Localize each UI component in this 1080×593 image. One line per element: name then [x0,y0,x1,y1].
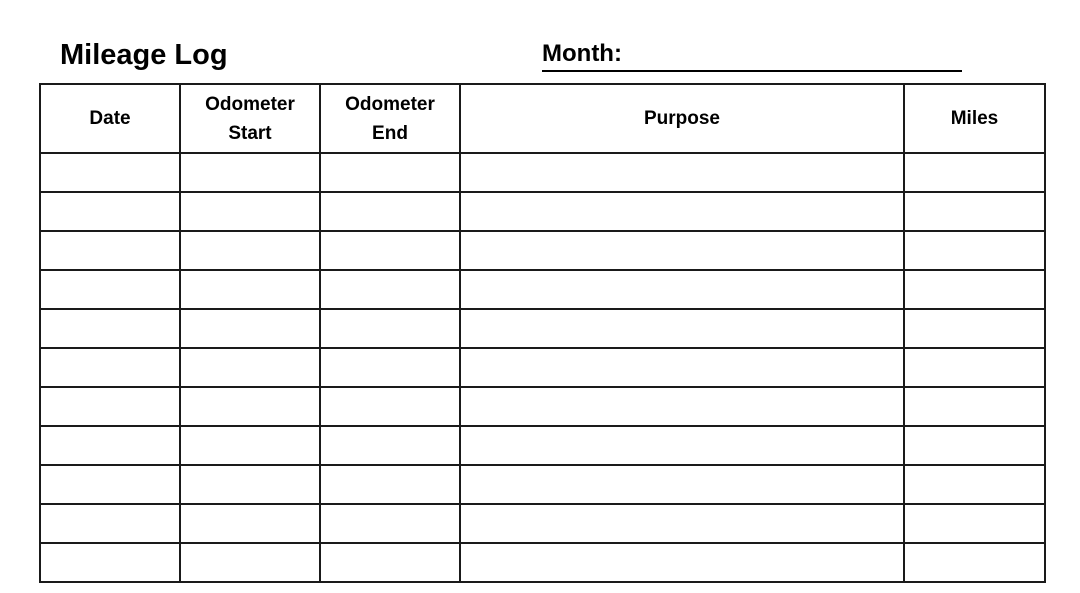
odometer-end-cell[interactable] [320,270,460,309]
odometer-start-cell[interactable] [180,504,320,543]
column-header-purpose [460,84,904,153]
purpose-cell[interactable] [460,153,904,192]
column-header-label: Odometer [345,93,435,115]
column-header-odometer-end [320,84,460,153]
miles-cell[interactable] [904,543,1045,582]
date-cell[interactable] [40,309,180,348]
miles-cell[interactable] [904,153,1045,192]
purpose-cell[interactable] [460,504,904,543]
odometer-end-cell[interactable] [320,504,460,543]
table-row [40,192,1045,231]
table-row [40,387,1045,426]
odometer-start-cell[interactable] [180,426,320,465]
date-cell[interactable] [40,543,180,582]
date-cell[interactable] [40,231,180,270]
odometer-end-cell[interactable] [320,309,460,348]
odometer-end-cell[interactable] [320,426,460,465]
miles-cell[interactable] [904,192,1045,231]
miles-cell[interactable] [904,309,1045,348]
column-header-odometer-start [180,84,320,153]
miles-cell[interactable] [904,465,1045,504]
date-cell[interactable] [40,465,180,504]
table-row [40,153,1045,192]
odometer-start-cell[interactable] [180,309,320,348]
miles-cell[interactable] [904,426,1045,465]
odometer-end-cell[interactable] [320,192,460,231]
mileage-log-table [39,83,1046,583]
odometer-start-cell[interactable] [180,543,320,582]
miles-cell[interactable] [904,504,1045,543]
odometer-start-cell[interactable] [180,465,320,504]
odometer-end-cell[interactable] [320,348,460,387]
column-header-date [40,84,180,153]
column-header-label: Purpose [643,108,721,129]
purpose-cell[interactable] [460,426,904,465]
table-row [40,348,1045,387]
column-header-miles [904,84,1045,153]
table-body [40,153,1045,582]
date-cell[interactable] [40,387,180,426]
odometer-start-cell[interactable] [180,231,320,270]
odometer-end-cell[interactable] [320,231,460,270]
miles-cell[interactable] [904,387,1045,426]
column-header-sublabel: End [372,122,408,144]
miles-cell[interactable] [904,348,1045,387]
date-cell[interactable] [40,192,180,231]
odometer-start-cell[interactable] [180,153,320,192]
odometer-start-cell[interactable] [180,348,320,387]
table-row [40,465,1045,504]
purpose-cell[interactable] [460,465,904,504]
date-cell[interactable] [40,348,180,387]
column-header-label: Date [89,108,131,129]
table-row [40,543,1045,582]
purpose-cell[interactable] [460,387,904,426]
purpose-cell[interactable] [460,309,904,348]
month-field[interactable] [542,38,962,72]
odometer-end-cell[interactable] [320,387,460,426]
column-header-sublabel: Start [228,122,272,144]
table-row [40,270,1045,309]
date-cell[interactable] [40,504,180,543]
miles-cell[interactable] [904,270,1045,309]
purpose-cell[interactable] [460,348,904,387]
odometer-end-cell[interactable] [320,465,460,504]
table-header-row [40,84,1045,153]
page-title: Mileage Log [60,39,228,71]
odometer-end-cell[interactable] [320,543,460,582]
table-row [40,309,1045,348]
odometer-start-cell[interactable] [180,387,320,426]
purpose-cell[interactable] [460,270,904,309]
miles-cell[interactable] [904,231,1045,270]
month-label: Month: [542,40,622,67]
odometer-start-cell[interactable] [180,270,320,309]
date-cell[interactable] [40,426,180,465]
odometer-end-cell[interactable] [320,153,460,192]
purpose-cell[interactable] [460,192,904,231]
table-row [40,231,1045,270]
column-header-label: Odometer [205,93,295,115]
table-row [40,426,1045,465]
date-cell[interactable] [40,270,180,309]
purpose-cell[interactable] [460,543,904,582]
odometer-start-cell[interactable] [180,192,320,231]
purpose-cell[interactable] [460,231,904,270]
column-header-label: Miles [950,108,999,129]
table-row [40,504,1045,543]
date-cell[interactable] [40,153,180,192]
